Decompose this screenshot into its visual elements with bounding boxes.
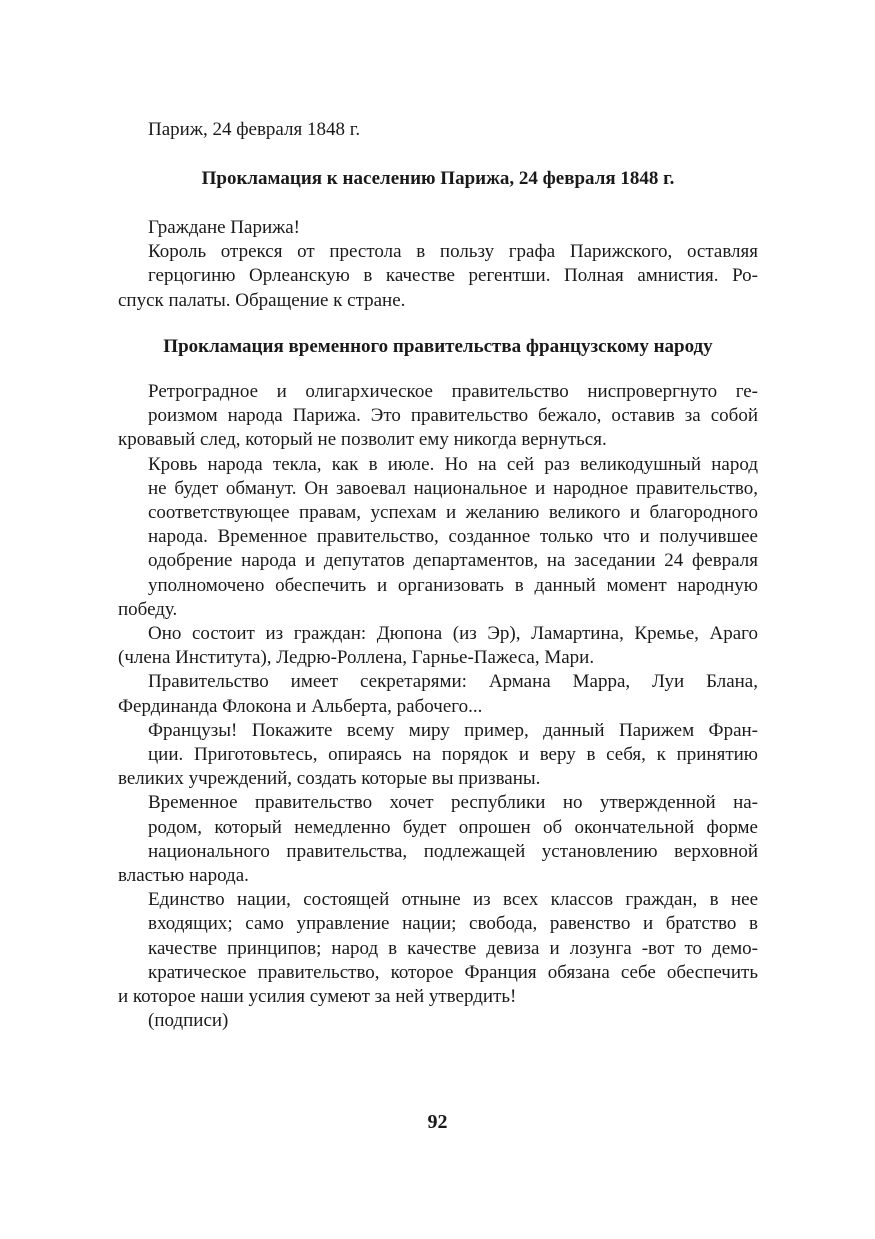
greeting: Граждане Парижа! [148,217,301,238]
proclamation-2-title: Прокламация временного правительства французскому народу [163,336,713,357]
paragraph-5: Французы! Покажите всему миру пример, данный Парижем Фран- ции. Приготовьтесь, опираясь на порядок и веру в себя, к принятию великих учреждений, создать которые вы призваны. [118,719,758,790]
page-number: 92 [427,1111,448,1133]
dateline: Париж, 24 февраля 1848 г. [148,119,361,140]
paragraph-6: Временное правительство хочет республики но утвержденной на- родом, который немедленно будет опрошен об окончательной форме национального правительства, подлежащей установлению верховной властью народа. [118,792,758,887]
proclamation-1-paragraph: Король отрекся от престола в пользу графа Парижского, оставляя герцогиню Орлеанскую в качестве регентши. Полная амнистия. Ро- спуск палаты. Обращение к стране. [118,241,758,311]
proclamation-1-title: Прокламация к населению Парижа, 24 февраля 1848 г. [201,168,675,189]
proclamation-2-body [118,380,758,1033]
paragraph-3: Оно состоит из граждан: Дюпона (из Эр), Ламартина, Кремье, Араго (члена Института), Ледрю-Роллена, Гарнье-Пажеса, Мари. [118,623,758,669]
paragraph-1: Ретроградное и олигархическое правительство ниспровергнуто ге- роизмом народа Парижа. Это правительство бежало, оставив за собой кровавый след, который не позволит ему никогда вернуться. [118,381,758,451]
proclamation-1-body [118,216,758,313]
signatures-note: (подписи) [148,1010,229,1032]
paragraph-4: Правительство имеет секретарями: Армана Марра, Луи Блана, Фердинанда Флокона и Альберта, рабочего... [118,671,758,717]
paragraph-2: Кровь народа текла, как в июле. Но на сей раз великодушный народ не будет обманут. Он завоевал национальное и народное правительство, соответствующее правам, успехам и желанию великого и благородного народа. Временное правительство, созданное только что и получившее одобрение народа и депутатов департаментов, на заседании 24 февраля уполномочено обеспечить и организовать в данный момент народную победу. [118,453,758,620]
paragraph-7: Единство нации, состоящей отныне из всех классов граждан, в нее входящих; само управление нации; свобода, равенство и братство в качестве принципов; народ в качестве девиза и лозунга -вот то демо- кратическое правительство, которое Франция обязана себе обеспечить и которое наши усилия сумеют за ней утвердить! [118,889,758,1008]
